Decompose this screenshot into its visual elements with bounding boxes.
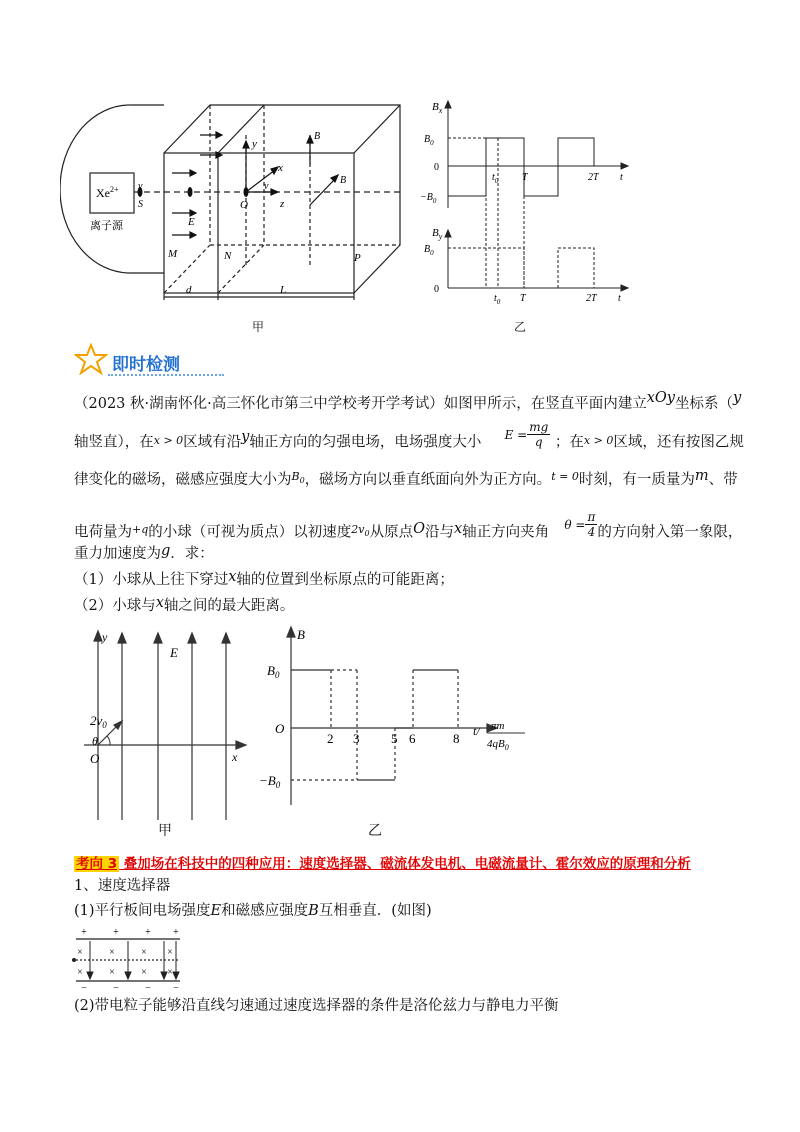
svg-text:T: T	[522, 172, 528, 183]
svg-text:0: 0	[434, 162, 439, 173]
figure-yi-b-vs-t-mid	[255, 625, 545, 825]
svg-text:2T: 2T	[586, 293, 597, 304]
svg-text:O: O	[90, 751, 100, 766]
svg-text:O: O	[275, 721, 285, 736]
svg-text:πm: πm	[491, 720, 505, 732]
tick-2: 2	[327, 731, 334, 746]
source-box-label: $Xe^{2+}$	[96, 185, 119, 200]
svg-text:t: t	[620, 172, 623, 183]
svg-text:−B0: $-B_0$	[420, 192, 437, 205]
svg-text:B0: $B_0$	[424, 244, 434, 257]
svg-text:B: B	[297, 627, 305, 642]
svg-text:S: S	[138, 199, 143, 210]
svg-text:B: B	[314, 131, 321, 142]
svg-text:×: ×	[167, 947, 173, 958]
svg-text:y: y	[102, 630, 108, 644]
svg-text:v: v	[138, 181, 143, 192]
svg-text:θ: θ	[92, 734, 98, 748]
svg-text:t0: $t_0$	[492, 172, 499, 185]
svg-text:E: E	[170, 645, 178, 660]
svg-text:+: +	[145, 927, 151, 938]
svg-text:d: d	[186, 284, 192, 296]
star-icon	[74, 343, 108, 375]
svg-text:t0: $t_0$	[494, 293, 501, 306]
svg-text:×: ×	[109, 967, 115, 978]
svg-text:E: E	[188, 216, 195, 228]
svg-text:+: +	[81, 927, 87, 938]
caption-jia-mid: 甲	[158, 823, 172, 839]
svg-text:×: ×	[141, 947, 147, 958]
svg-text:×: ×	[77, 947, 83, 958]
svg-text:×: ×	[141, 967, 147, 978]
tick-5: 5	[391, 731, 398, 746]
svg-text:−B0: $-B_0$	[259, 773, 281, 790]
figure-yi-b-vs-t	[420, 98, 635, 308]
problem-line-5: 重力加速度为g．求：	[74, 543, 214, 562]
problem-line-3: 律变化的磁场，磁感应强度大小为$^{B_0}$，磁场方向以垂直纸面向外为正方向。$^{t = 0}$时刻，有一质量为m、带	[74, 468, 738, 488]
svg-text:t/: t/	[473, 724, 480, 738]
section-title: 即时检测	[112, 355, 180, 375]
svg-text:B0: $B_0$	[267, 663, 280, 680]
svg-text:0: 0	[434, 284, 439, 295]
svg-text:x: x	[278, 162, 283, 174]
source-label: 离子源	[90, 220, 123, 232]
svg-text:x: x	[232, 750, 238, 764]
svg-text:N: N	[224, 250, 232, 262]
svg-text:y: y	[252, 138, 257, 150]
svg-text:B0: $B_0$	[424, 134, 434, 147]
para-1: (1)平行板间电场强度E和磁感应强度B互相垂直．(如图)	[74, 903, 432, 919]
svg-text:×: ×	[109, 947, 115, 958]
svg-text:−: −	[173, 983, 179, 993]
svg-text:−: −	[81, 983, 87, 993]
svg-text:+: +	[113, 927, 119, 938]
problem-line-4: 电荷量为$^{+q}$的小球（可视为质点）以初速度$^{2v_0}$从原点O沿与x轴正方向夹角 $^{\theta =}$ $\frac{\pi}{4}$ 的方向射入第一象限，	[74, 510, 743, 541]
svg-text:4qB0: $4qB_0$	[487, 738, 509, 752]
svg-text:L: L	[280, 284, 287, 296]
svg-text:v: v	[264, 181, 269, 192]
svg-text:P: P	[354, 252, 361, 264]
tick-8: 8	[453, 731, 460, 746]
svg-text:−: −	[145, 983, 151, 993]
tick-6: 6	[409, 731, 416, 746]
caption-jia-top: 甲	[252, 320, 265, 334]
svg-text:2T: 2T	[588, 172, 599, 183]
svg-text:O: O	[240, 199, 248, 211]
svg-text:B: B	[340, 175, 347, 186]
svg-text:2v0: $2v_0$	[90, 713, 107, 730]
velocity-selector-diagram	[70, 925, 190, 993]
caption-yi-top: 乙	[514, 320, 527, 334]
svg-text:×: ×	[77, 967, 83, 978]
section-title-underline	[108, 374, 224, 376]
svg-text:+: +	[173, 927, 179, 938]
svg-text:M: M	[168, 248, 178, 260]
subsection-title: 1、速度选择器	[74, 878, 171, 894]
problem-line-2: 轴竖直），在$^{x > 0}$区域有沿y轴正方向的匀强电场，电场强度大小 $^{E =}$ $\frac{mg}{q}$ ；在$^{x > 0}$区域，还有按图乙规	[74, 420, 744, 451]
svg-text:t: t	[618, 293, 621, 304]
question-1: （1）小球从上往下穿过x轴的位置到坐标原点的可能距离；	[74, 569, 454, 588]
topic-heading: 考向 3 叠加场在科技中的四种应用：速度选择器、磁流体发电机、电磁流量计、霍尔效应的原理和分析	[76, 856, 691, 872]
para-2: (2)带电粒子能够沿直线匀速通过速度选择器的条件是洛伦兹力与静电力平衡	[74, 998, 559, 1014]
svg-text:z: z	[280, 198, 285, 210]
svg-text:By: $B_y$	[432, 227, 443, 241]
svg-text:Bx: $B_x$	[432, 101, 443, 115]
svg-text:−: −	[113, 983, 119, 993]
svg-text:T: T	[520, 293, 526, 304]
tick-3: 3	[353, 731, 360, 746]
caption-yi-mid: 乙	[368, 823, 382, 839]
figure-jia-apparatus	[60, 95, 410, 310]
figure-jia-field	[80, 625, 255, 825]
problem-line-1: （2023 秋·湖南怀化·高三怀化市第三中学校考开学考试）如图甲所示，在竖直平面内建立xOy坐标系（y	[74, 390, 742, 412]
svg-text:×: ×	[167, 967, 173, 978]
question-2: （2）小球与x轴之间的最大距离。	[74, 595, 295, 614]
